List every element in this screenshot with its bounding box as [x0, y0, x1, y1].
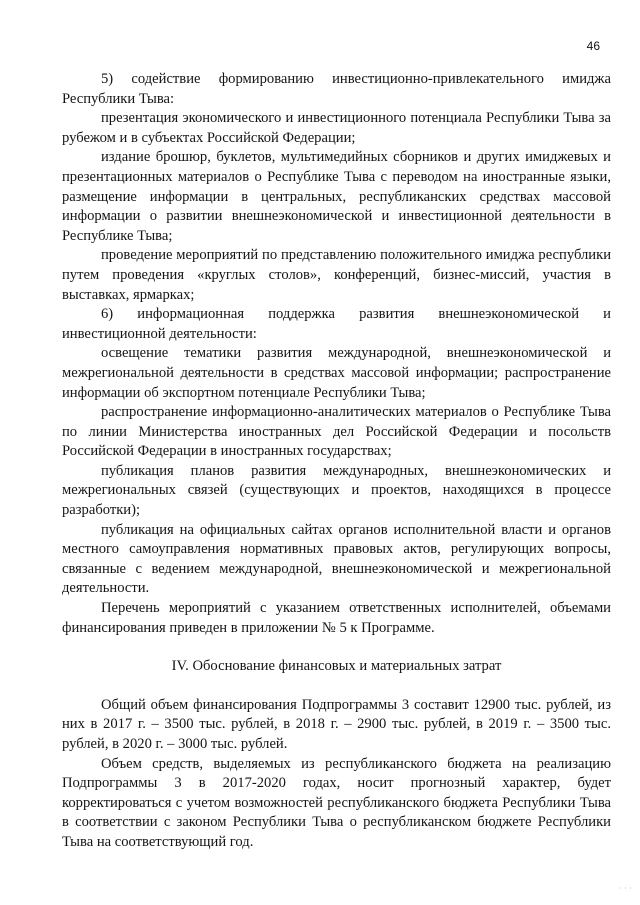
- paragraph: проведение мероприятий по представлению положительного имиджа республики путем проведения «круглых столов», конференций, бизнес-миссий, участия в выставках, ярмарках;: [62, 247, 611, 303]
- page-number: 46: [586, 39, 600, 53]
- paragraph: Общий объем финансирования Подпрограммы 3 составит 12900 тыс. рублей, из них в 2017 г. – 3500 тыс. рублей, в 2018 г. – 2900 тыс. рублей, в 2019 г. – 3500 тыс. рублей, в 2020 г. – 3000 тыс. рублей.: [62, 696, 611, 752]
- paragraph: презентация экономического и инвестиционного потенциала Республики Тыва за рубежом и в субъектах Российской Федерации;: [62, 110, 611, 146]
- paragraph: Перечень мероприятий с указанием ответственных исполнителей, объемами финансирования приведен в приложении № 5 к Программе.: [62, 600, 611, 636]
- paragraph: освещение тематики развития международной, внешнеэкономической и межрегиональной деятельности в средствах массовой информации; распространение информации об экспортном потенциале Республики Тыва;: [62, 345, 611, 401]
- paragraph: 5) содействие формированию инвестиционно-привлекательного имиджа Республики Тыва:: [62, 71, 611, 107]
- section-title: IV. Обоснование финансовых и материальных затрат: [171, 658, 502, 675]
- paragraph: Объем средств, выделяемых из республиканского бюджета на реализацию Подпрограммы 3 в 2017-2020 годах, носит прогнозный характер, будет корректироваться с учетом возможностей республиканского бюджета Республики Тыва в соответствии с законом Республики Тыва о республиканском бюджете Республики Тыва на соответствующий год.: [62, 755, 611, 850]
- scan-dots-decoration: · · ·: [619, 884, 632, 893]
- paragraph: распространение информационно-аналитических материалов о Республике Тыва по линии Министерства иностранных дел Российской Федерации и посольств Российской Федерации в иностранных государствах;: [62, 404, 611, 460]
- paragraph: издание брошюр, буклетов, мультимедийных сборников и других имиджевых и презентационных материалов о Республике Тыва с переводом на иностранные языки, размещение информации в центральных, республиканских средствах массовой информации о развитии внешнеэкономической и инвестиционной деятельности в Республике Тыва;: [62, 149, 611, 244]
- paragraph: публикация планов развития международных, внешнеэкономических и межрегиональных связей (существующих и проектов, находящихся в процессе разработки);: [62, 462, 611, 519]
- paragraph: публикация на официальных сайтах органов исполнительной власти и органов местного самоуправления нормативных правовых актов, регулирующих вопросы, связанные с ведением международной, внешнеэкономической и межрегиональной деятельности.: [62, 521, 611, 597]
- document-body: [62, 70, 611, 853]
- paragraph: 6) информационная поддержка развития внешнеэкономической и инвестиционной деятельности:: [62, 306, 611, 342]
